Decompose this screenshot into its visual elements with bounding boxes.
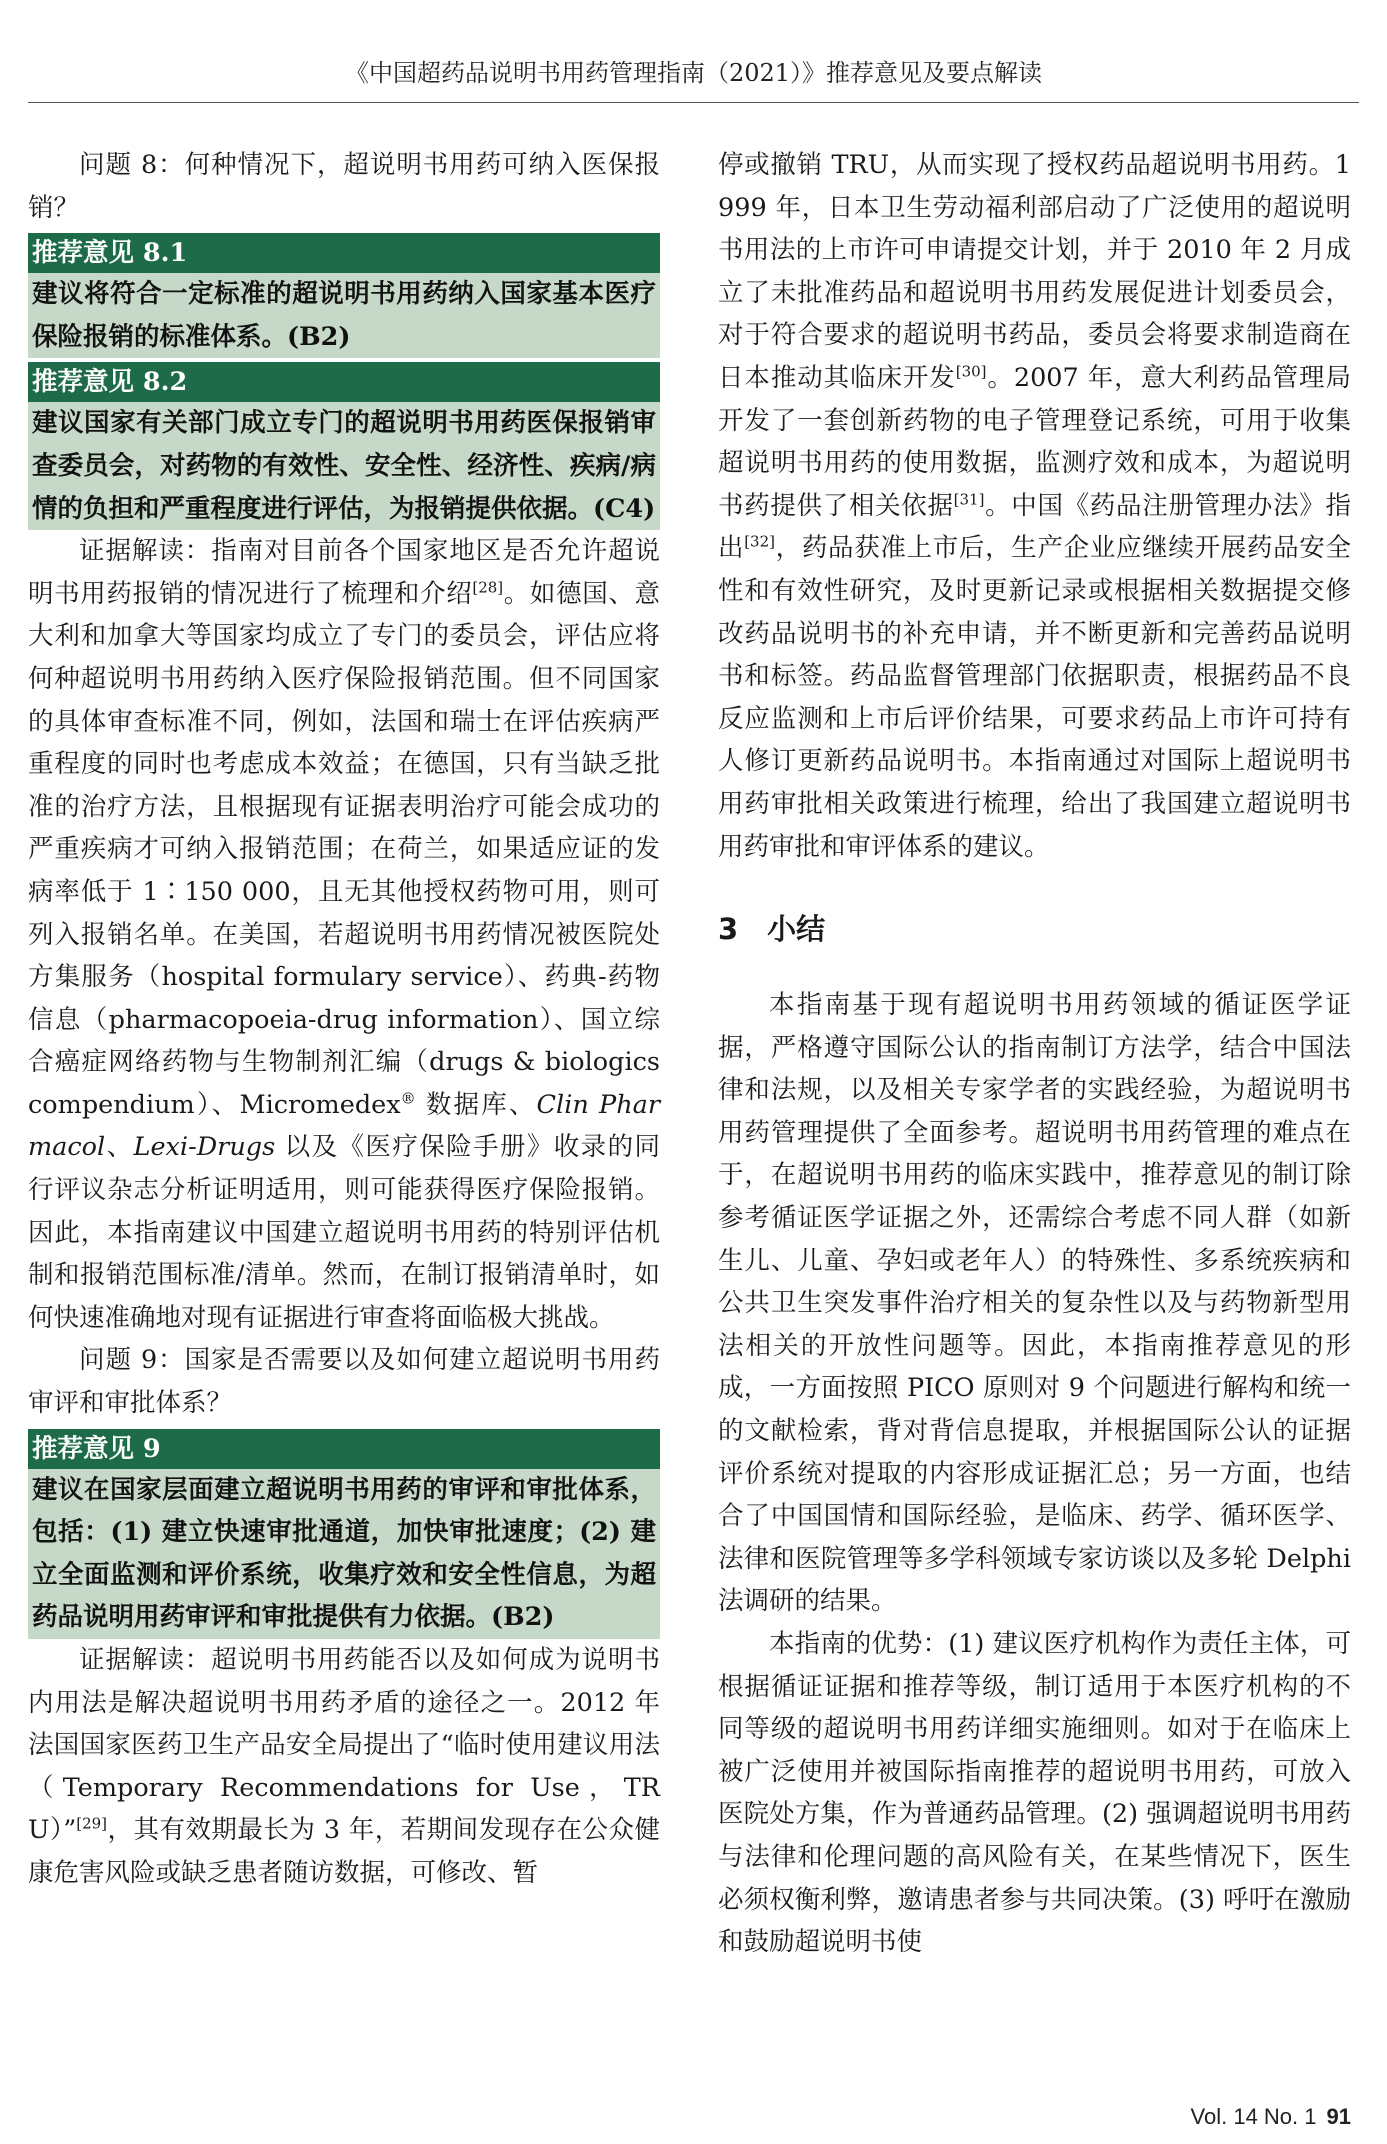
header-rule — [28, 102, 1359, 103]
citation-29[interactable]: [29] — [76, 1814, 108, 1833]
left-column — [28, 144, 660, 1895]
running-header: 《中国超药品说明书用药管理指南（2021）》推荐意见及要点解读 — [344, 59, 1043, 87]
question-9: 问题 9：国家是否需要以及如何建立超说明书用药审评和审批体系？ — [28, 1345, 660, 1419]
citation-31[interactable]: [31] — [953, 490, 985, 509]
summary-paragraph-1: 本指南基于现有超说明书用药领域的循证医学证据，严格遵守国际公认的指南制订方法学，结合中国法律和法规，以及相关专家学者的实践经验，为超说明书用药管理提供了全面参考。超说明书用药管理的难点在于，在超说明书用药的临床实践中，推荐意见的制订除参考循证医学证据之外，还需综合考虑不同人群（如新生儿、儿童、孕妇或老年人）的特殊性、多系统疾病和公共卫生突发事件治疗相关的复杂性以及与药物新型用法相关的开放性问题等。因此，本指南推荐意见的形成，一方面按照 PICO 原则对 9 个问题进行解构和统一的文献检索，背对背信息提取，并根据国际公认的证据评价系统对提取的内容形成证据汇总；另一方面，也结合了中国国情和国际经验，是临床、药学、循环医学、法律和医院管理等多学科领域专家访谈以及多轮 Delphi 法调研的结果。 — [718, 990, 1351, 1617]
recommendation-8-2-body: 建议国家有关部门成立专门的超说明书用药医保报销审查委员会，对药物的有效性、安全性、经济性、疾病/病情的负担和严重程度进行评估，为报销提供依据。(C4) — [28, 402, 660, 530]
recommendation-9-body: 建议在国家层面建立超说明书用药的审评和审批体系，包括：(1) 建立快速审批通道，加快审批速度；(2) 建立全面监测和评价系统，收集疗效和安全性信息，为超药品说明用药审评和审批提供有力依据。(B2) — [28, 1469, 660, 1639]
summary-paragraph-2: 本指南的优势：(1) 建议医疗机构作为责任主体，可根据循证证据和推荐等级，制订适用于本医疗机构的不同等级的超说明书用药详细实施细则。如对于在临床上被广泛使用并被国际指南推荐的超说明书用药，可放入医院处方集，作为普通药品管理。(2) 强调超说明书用药与法律和伦理问题的高风险有关，在某些情况下，医生必须权衡利弊，邀请患者参与共同决策。(3) 呼吁在激励和鼓励超说明书使 — [718, 1629, 1351, 1958]
lexi-drugs-title: Lexi-Drugs — [133, 1132, 276, 1163]
recommendation-9-title: 推荐意见 9 — [28, 1429, 660, 1469]
citation-32[interactable]: [32] — [744, 532, 775, 551]
recommendation-8-1-body: 建议将符合一定标准的超说明书用药纳入国家基本医疗保险报销的标准体系。(B2) — [28, 273, 660, 358]
recommendation-8-2-title: 推荐意见 8.2 — [28, 362, 660, 402]
section-3-title: 3 小结 — [718, 912, 826, 947]
citation-28[interactable]: [28] — [472, 578, 504, 597]
recommendation-8-1-title: 推荐意见 8.1 — [28, 233, 660, 273]
evidence-9: 证据解读：超说明书用药能否以及如何成为说明书内用法是解决超说明书用药矛盾的途径之一。2012 年法国国家医药卫生产品安全局提出了“临时使用建议用法（Temporary Recommendations for Use，TRU）”[29]，其有效期最长为 3 年，若期间发现存在公众健康危害风险或缺乏患者随访数据，可修改、暂 — [28, 1645, 660, 1888]
citation-30[interactable]: [30] — [955, 362, 987, 381]
evidence-9-continued: 停或撤销 TRU，从而实现了授权药品超说明书用药。1999 年，日本卫生劳动福利部启动了广泛使用的超说明书用法的上市许可申请提交计划，并于 2010 年 2 月成立了未批准药品和超说明书用药发展促进计划委员会，对于符合要求的超说明书药品，委员会将要求制造商在日本推动其临床开发[30]。2007 年，意大利药品管理局开发了一套创新药物的电子管理登记系统，可用于收集超说明书用药的使用数据，监测疗效和成本，为超说明书药提供了相关依据[31]。中国《药品注册管理办法》指出[32]，药品获准上市后，生产企业应继续开展药品安全性和有效性研究，及时更新记录或根据相关数据提交修改药品说明书的补充申请，并不断更新和完善药品说明书和标签。药品监督管理部门依据职责，根据药品不良反应监测和上市后评价结果，可要求药品上市许可持有人修订更新药品说明书。本指南通过对国际上超说明书用药审批相关政策进行梳理，给出了我国建立超说明书用药审批和审评体系的建议。 — [718, 150, 1351, 862]
page-number: 91 — [1326, 2104, 1351, 2129]
evidence-8: 证据解读：指南对目前各个国家地区是否允许超说明书用药报销的情况进行了梳理和介绍[28]。如德国、意大利和加拿大等国家均成立了专门的委员会，评估应将何种超说明书用药纳入医疗保险报销范围。但不同国家的具体审查标准不同，例如，法国和瑞士在评估疾病严重程度的同时也考虑成本效益；在德国，只有当缺乏批准的治疗方法，且根据现有证据表明治疗可能会成功的严重疾病才可纳入报销范围；在荷兰，如果适应证的发病率低于 1∶150 000，且无其他授权药物可用，则可列入报销名单。在美国，若超说明书用药情况被医院处方集服务（hospital formulary service）、药典-药物信息（pharmacopoeia-drug information）、国立综合癌症网络药物与生物制剂汇编（drugs & biologics compendium）、Micromedex® 数据库、Clin Pharmacol、Lexi-Drugs 以及《医疗保险手册》收录的同行评议杂志分析证明适用，则可能获得医疗保险报销。因此，本指南建议中国建立超说明书用药的特别评估机制和报销范围标准/清单。然而，在制订报销清单时，如何快速准确地对现有证据进行审查将面临极大挑战。 — [28, 536, 661, 1333]
page-footer — [1191, 2104, 1351, 2130]
right-column — [718, 144, 1351, 1964]
clin-pharmacol-title: Clin Pharmacol — [28, 1089, 661, 1163]
question-8: 问题 8：何种情况下，超说明书用药可纳入医保报销？ — [28, 150, 660, 223]
registered-mark: ® — [400, 1089, 416, 1108]
volume-issue: Vol. 14 No. 1 — [1190, 2104, 1317, 2129]
